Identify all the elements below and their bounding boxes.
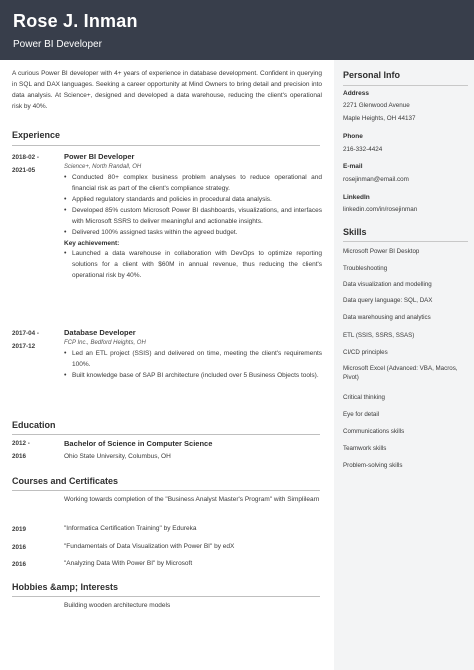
email-value[interactable]: rosejinman@email.com [343, 176, 409, 183]
phone-value: 216-332-4424 [343, 146, 383, 153]
course-year: 2016 [12, 544, 27, 551]
job-bullet: • Delivered 100% assigned tasks within the agreed budget. [64, 228, 322, 239]
skill-item: Problem-solving skills [343, 462, 403, 469]
job-dates [12, 151, 56, 177]
skill-item: Troubleshooting [343, 265, 388, 272]
job-date-start: 2018-02 - [12, 154, 39, 161]
candidate-role: Power BI Developer [13, 39, 102, 50]
phone-label: Phone [343, 133, 363, 140]
skill-item: Data query language: SQL, DAX [343, 297, 433, 304]
skill-item: ETL (SSIS, SSRS, SSAS) [343, 332, 415, 339]
personal-info-divider [343, 85, 468, 86]
skill-item: Communications skills [343, 428, 405, 435]
job-title: Database Developer [64, 328, 136, 337]
course-text: "Informatica Certification Training" by Edureka [64, 525, 197, 532]
address-label: Address [343, 90, 370, 97]
job-bullets [64, 173, 322, 238]
address-line-1: 2271 Glenwood Avenue [343, 102, 410, 109]
linkedin-label: LinkedIn [343, 194, 370, 201]
job-bullets [64, 349, 322, 382]
job-date-start: 2017-04 - [12, 330, 39, 337]
course-text: Working towards completion of the "Business Analyst Master's Program" with Simplilearn [64, 496, 320, 503]
skills-heading: Skills [343, 227, 367, 237]
course-year: 2019 [12, 526, 27, 533]
job-body [64, 151, 322, 282]
candidate-name: Rose J. Inman [13, 11, 138, 31]
education-date-end: 2016 [12, 453, 27, 460]
job-company: FCP Inc., Bedford Heights, OH [64, 340, 146, 346]
linkedin-value[interactable]: linkedin.com/in/rosejinman [343, 206, 418, 213]
address-line-2: Maple Heights, OH 44137 [343, 115, 416, 122]
skill-item: Microsoft Power BI Desktop [343, 248, 420, 255]
achievement-bullets [64, 249, 322, 282]
skill-item: Teamwork skills [343, 445, 387, 452]
email-label: E-mail [343, 163, 363, 170]
job-dates [12, 327, 56, 353]
resume-header [0, 0, 474, 60]
education-heading: Education [12, 420, 56, 430]
skills-divider [343, 241, 468, 242]
achievement-bullet: • Launched a data warehouse in collaboration with DevOps to optimize reporting solutions for a client with $60M in annual revenue, thus reducing the client's operational risk by 40%. [64, 249, 322, 282]
school-name: Ohio State University, Columbus, OH [64, 453, 171, 460]
job-bullet: • Developed 85% custom Microsoft Power BI dashboards, visualizations, and interfaces with Microsoft SSRS to deliver meaningful and actionable insights. [64, 206, 322, 228]
summary-text: A curious Power BI developer with 4+ years of experience in database development. Confident in querying in SQL and DAX languages. Seeking a career opportunity at Mind Owners to bring detail and precision into data analysis. At Science+, designed and developed a data warehouse, reducing the client's operational risk by 40%. [12, 70, 322, 110]
hobbies-heading: Hobbies &amp; Interests [12, 582, 119, 592]
job-date-end: 2017-12 [12, 343, 36, 350]
job-bullet: • Led an ETL project (SSIS) and delivered on time, meeting the client's requirements 100%. [64, 349, 322, 371]
job-bullet: • Built knowledge base of SAP BI architecture (included over 5 Business Objects tools). [64, 371, 322, 382]
course-year: 2016 [12, 561, 27, 568]
skill-item: CI/CD principles [343, 349, 388, 356]
job-bullet: • Conducted 80+ complex business problem analyses to reduce operational and financial risk as part of the client's compliance strategy. [64, 173, 322, 195]
job-company: Science+, North Randall, OH [64, 164, 142, 170]
hobbies-divider [12, 596, 320, 597]
education-body [64, 437, 322, 463]
key-achievement-heading: Key achievement: [64, 240, 120, 248]
personal-info-heading: Personal Info [343, 70, 401, 80]
job-bullet: • Applied regulatory standards and policies in procedural data analysis. [64, 195, 322, 206]
course-text: "Analyzing Data With Power BI" by Microsoft [64, 560, 193, 567]
job-body [64, 327, 322, 382]
education-dates [12, 437, 56, 463]
experience-divider [12, 145, 320, 146]
courses-heading: Courses and Certificates [12, 476, 119, 486]
skill-item: Data warehousing and analytics [343, 314, 431, 321]
degree-title: Bachelor of Science in Computer Science [64, 439, 213, 448]
main-column [12, 68, 322, 112]
course-text: "Fundamentals of Data Visualization with Power BI" by edX [64, 543, 235, 550]
skill-item: Critical thinking [343, 394, 385, 401]
skill-item: Data visualization and modelling [343, 281, 432, 288]
hobby-text: Building wooden architecture models [64, 602, 171, 609]
job-title: Power BI Developer [64, 152, 135, 161]
education-divider [12, 434, 320, 435]
job-date-end: 2021-05 [12, 167, 36, 174]
experience-heading: Experience [12, 130, 61, 140]
education-date-start: 2012 - [12, 440, 30, 447]
skill-item: Microsoft Excel (Advanced: VBA, Macros, Pivot) [343, 365, 458, 381]
skill-item: Eye for detail [343, 411, 380, 418]
courses-divider [12, 490, 320, 491]
sidebar [334, 60, 474, 670]
